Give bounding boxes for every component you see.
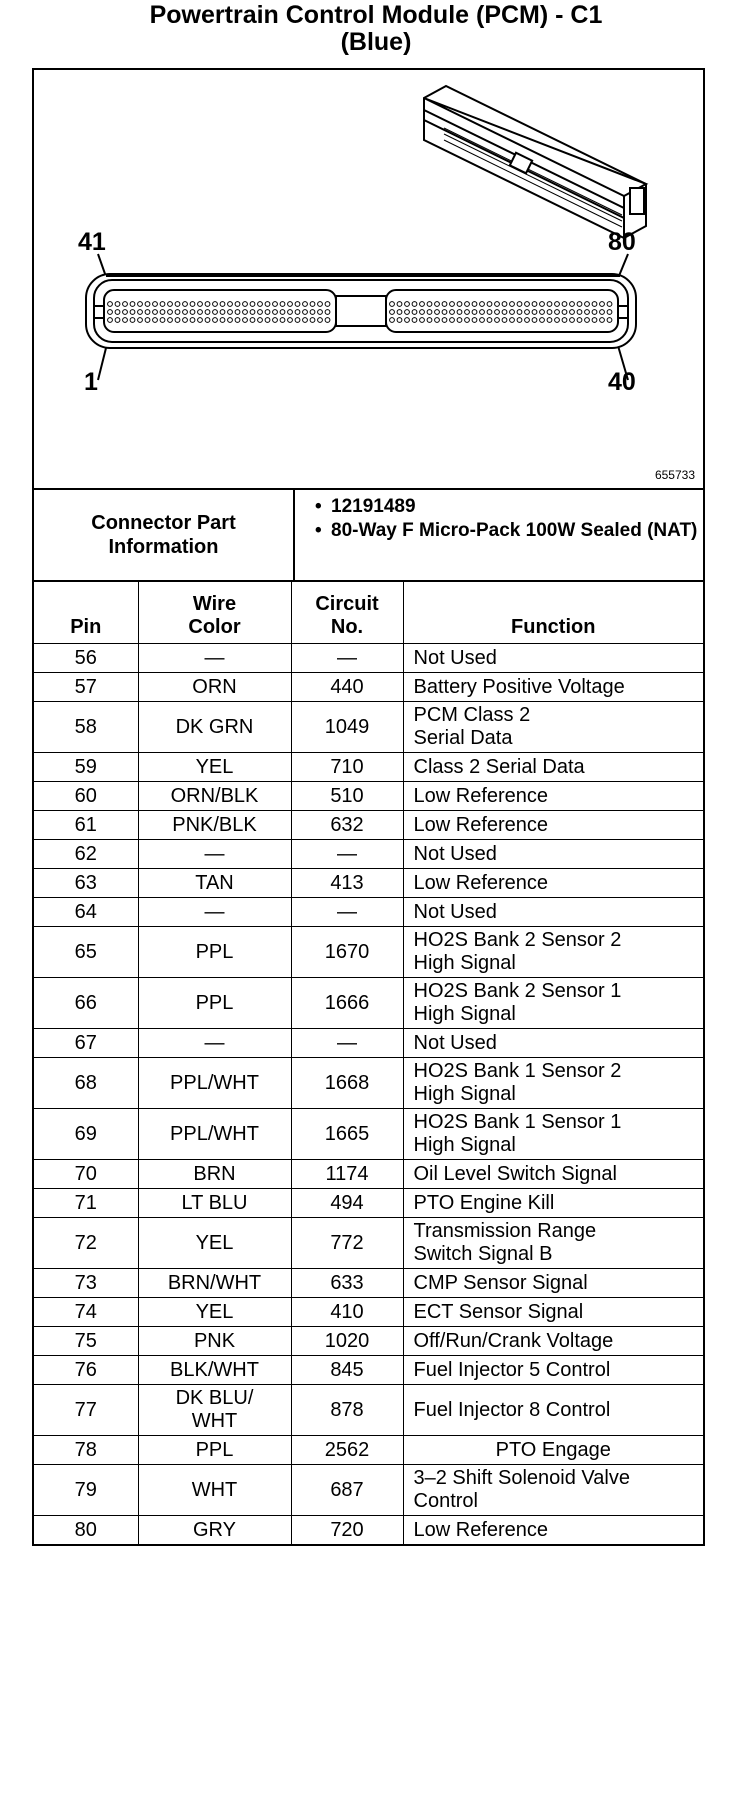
pin-cell: 76 — [34, 1356, 138, 1385]
function-cell: PCM Class 2 Serial Data — [403, 702, 703, 753]
circuit-cell: 410 — [291, 1298, 403, 1327]
table-row — [34, 1516, 703, 1545]
header-wire-color — [138, 582, 291, 644]
connector-3d-icon — [424, 86, 646, 238]
function-cell: Fuel Injector 5 Control — [403, 1356, 703, 1385]
circuit-cell: 632 — [291, 811, 403, 840]
pin-cell: 62 — [34, 840, 138, 869]
pin-label-1: 1 — [84, 368, 98, 396]
pin-cell: 72 — [34, 1218, 138, 1269]
wire-color-cell: LT BLU — [138, 1189, 291, 1218]
wire-color-cell: YEL — [138, 1218, 291, 1269]
pin-cell: 79 — [34, 1465, 138, 1516]
function-cell: Transmission Range Switch Signal B — [403, 1218, 703, 1269]
connector-info-label-text: Connector Part Information — [91, 512, 236, 558]
function-cell: Fuel Injector 8 Control — [403, 1385, 703, 1436]
header-circuit-line2: No. — [330, 616, 364, 638]
circuit-cell: — — [291, 840, 403, 869]
circuit-cell: — — [291, 898, 403, 927]
function-cell: Low Reference — [403, 869, 703, 898]
pin-cell: 80 — [34, 1516, 138, 1545]
table-row — [34, 1058, 703, 1109]
wire-color-cell: PNK — [138, 1327, 291, 1356]
wire-color-cell: — — [138, 644, 291, 673]
connector-description: • 80-Way F Micro-Pack 100W Sealed (NAT) — [331, 520, 703, 542]
header-wire-color-line1: Wire — [192, 593, 237, 615]
pin-cell: 73 — [34, 1269, 138, 1298]
pin-cell: 69 — [34, 1109, 138, 1160]
document-title — [0, 2, 752, 56]
pin-cell: 63 — [34, 869, 138, 898]
wire-color-cell: BLK/WHT — [138, 1356, 291, 1385]
wire-color-cell: PPL — [138, 978, 291, 1029]
connector-table-frame — [32, 68, 705, 1546]
wire-color-cell: PPL — [138, 1436, 291, 1465]
wire-color-cell: — — [138, 1029, 291, 1058]
header-function: Function — [403, 582, 703, 644]
table-row — [34, 1218, 703, 1269]
function-cell: HO2S Bank 2 Sensor 2 High Signal — [403, 927, 703, 978]
pin-cell: 77 — [34, 1385, 138, 1436]
function-cell: Low Reference — [403, 782, 703, 811]
circuit-cell: 1666 — [291, 978, 403, 1029]
circuit-cell: 2562 — [291, 1436, 403, 1465]
circuit-cell: 720 — [291, 1516, 403, 1545]
table-row — [34, 673, 703, 702]
circuit-cell: 845 — [291, 1356, 403, 1385]
pin-label-80: 80 — [608, 228, 636, 256]
function-cell: Oil Level Switch Signal — [403, 1160, 703, 1189]
pin-cell: 78 — [34, 1436, 138, 1465]
connector-part-info — [34, 490, 703, 582]
part-number: • 12191489 — [331, 496, 703, 518]
connector-info-label — [34, 490, 295, 580]
table-row — [34, 978, 703, 1029]
title-line-2: (Blue) — [340, 28, 412, 56]
pin-label-40: 40 — [608, 368, 636, 396]
figure-number: 655733 — [654, 468, 695, 482]
wire-color-cell: YEL — [138, 1298, 291, 1327]
table-row — [34, 811, 703, 840]
pin-cell: 58 — [34, 702, 138, 753]
function-cell: Off/Run/Crank Voltage — [403, 1327, 703, 1356]
table-row — [34, 898, 703, 927]
table-row — [34, 753, 703, 782]
table-row — [34, 702, 703, 753]
table-row — [34, 1029, 703, 1058]
title-line-1: Powertrain Control Module (PCM) - C1 — [149, 1, 603, 29]
wire-color-cell: BRN — [138, 1160, 291, 1189]
table-row — [34, 1327, 703, 1356]
circuit-cell: 1174 — [291, 1160, 403, 1189]
wire-color-cell: ORN — [138, 673, 291, 702]
function-cell: Class 2 Serial Data — [403, 753, 703, 782]
function-cell: Not Used — [403, 1029, 703, 1058]
circuit-cell: 1020 — [291, 1327, 403, 1356]
function-cell: Low Reference — [403, 1516, 703, 1545]
table-row — [34, 927, 703, 978]
table-row — [34, 1465, 703, 1516]
function-cell: HO2S Bank 1 Sensor 1 High Signal — [403, 1109, 703, 1160]
pin-cell: 59 — [34, 753, 138, 782]
table-row — [34, 1109, 703, 1160]
table-row — [34, 1189, 703, 1218]
pin-cell: 64 — [34, 898, 138, 927]
table-row — [34, 869, 703, 898]
pin-cell: 56 — [34, 644, 138, 673]
circuit-cell: 687 — [291, 1465, 403, 1516]
table-row — [34, 644, 703, 673]
header-circuit-line1: Circuit — [315, 593, 379, 615]
function-cell: Not Used — [403, 840, 703, 869]
function-cell: HO2S Bank 2 Sensor 1 High Signal — [403, 978, 703, 1029]
circuit-cell: 1049 — [291, 702, 403, 753]
header-pin: Pin — [34, 582, 138, 644]
circuit-cell: 413 — [291, 869, 403, 898]
table-row — [34, 782, 703, 811]
wire-color-cell: PNK/BLK — [138, 811, 291, 840]
pin-cell: 67 — [34, 1029, 138, 1058]
wire-color-cell: PPL/WHT — [138, 1058, 291, 1109]
function-cell: HO2S Bank 1 Sensor 2 High Signal — [403, 1058, 703, 1109]
function-cell: Not Used — [403, 644, 703, 673]
pin-cell: 65 — [34, 927, 138, 978]
pin-label-41: 41 — [78, 228, 106, 256]
function-cell: PTO Engage — [403, 1436, 703, 1465]
circuit-cell: 772 — [291, 1218, 403, 1269]
function-cell: Low Reference — [403, 811, 703, 840]
pin-cell: 75 — [34, 1327, 138, 1356]
table-header-row — [34, 582, 703, 644]
function-cell: ECT Sensor Signal — [403, 1298, 703, 1327]
pin-cell: 71 — [34, 1189, 138, 1218]
table-row — [34, 1436, 703, 1465]
pinout-table — [34, 582, 703, 1544]
table-row — [34, 1269, 703, 1298]
table-row — [34, 1160, 703, 1189]
header-circuit-no — [291, 582, 403, 644]
wire-color-cell: TAN — [138, 869, 291, 898]
function-cell: PTO Engine Kill — [403, 1189, 703, 1218]
function-cell: 3–2 Shift Solenoid Valve Control — [403, 1465, 703, 1516]
function-cell: Battery Positive Voltage — [403, 673, 703, 702]
function-cell: Not Used — [403, 898, 703, 927]
circuit-cell: 510 — [291, 782, 403, 811]
pin-cell: 68 — [34, 1058, 138, 1109]
circuit-cell: 1665 — [291, 1109, 403, 1160]
wire-color-cell: BRN/WHT — [138, 1269, 291, 1298]
circuit-cell: — — [291, 1029, 403, 1058]
wire-color-cell: WHT — [138, 1465, 291, 1516]
wire-color-cell: DK GRN — [138, 702, 291, 753]
circuit-cell: 878 — [291, 1385, 403, 1436]
circuit-cell: — — [291, 644, 403, 673]
wire-color-cell: PPL/WHT — [138, 1109, 291, 1160]
circuit-cell: 1668 — [291, 1058, 403, 1109]
pin-cell: 70 — [34, 1160, 138, 1189]
pin-cell: 61 — [34, 811, 138, 840]
wire-color-cell: PPL — [138, 927, 291, 978]
connector-diagram — [34, 70, 703, 490]
wire-color-cell: YEL — [138, 753, 291, 782]
wire-color-cell: GRY — [138, 1516, 291, 1545]
circuit-cell: 440 — [291, 673, 403, 702]
table-row — [34, 1385, 703, 1436]
header-wire-color-line2: Color — [188, 616, 241, 638]
circuit-cell: 710 — [291, 753, 403, 782]
wire-color-cell: ORN/BLK — [138, 782, 291, 811]
wire-color-cell: — — [138, 840, 291, 869]
pin-cell: 57 — [34, 673, 138, 702]
table-row — [34, 1298, 703, 1327]
connector-illustration — [34, 70, 703, 488]
wire-color-cell: DK BLU/ WHT — [138, 1385, 291, 1436]
pin-cell: 66 — [34, 978, 138, 1029]
circuit-cell: 1670 — [291, 927, 403, 978]
connector-info-values — [295, 490, 703, 580]
circuit-cell: 633 — [291, 1269, 403, 1298]
table-row — [34, 840, 703, 869]
pin-cell: 74 — [34, 1298, 138, 1327]
wire-color-cell: — — [138, 898, 291, 927]
circuit-cell: 494 — [291, 1189, 403, 1218]
pin-cell: 60 — [34, 782, 138, 811]
function-cell: CMP Sensor Signal — [403, 1269, 703, 1298]
table-row — [34, 1356, 703, 1385]
